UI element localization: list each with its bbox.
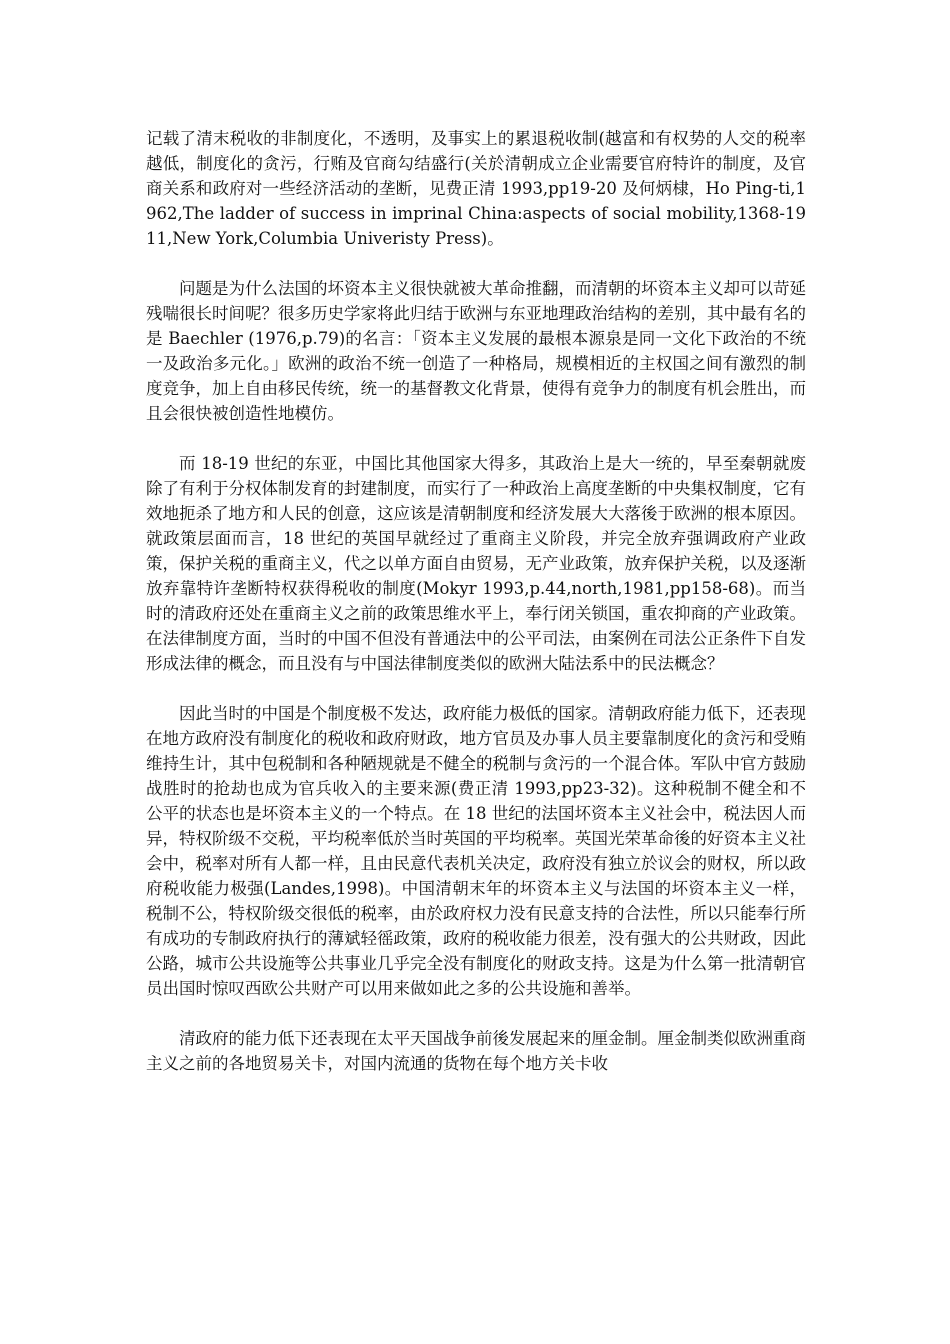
paragraph-5: 清政府的能力低下还表现在太平天国战争前後发展起来的厘金制。厘金制类似欧洲重商主义之前的各地贸易关卡，对国内流通的货物在每个地方关卡收 [146,1029,806,1073]
paragraph-4: 因此当时的中国是个制度极不发达，政府能力极低的国家。清朝政府能力低下，还表现在地方政府没有制度化的税收和政府财政，地方官员及办事人员主要靠制度化的贪污和受贿维持生计，其中包税制和各种陋规就是不健全的税制与贪污的一个混合体。军队中官方鼓励战胜时的抢劫也成为官兵收入的主要来源(费正清 1993,pp23-32)。这种税制不健全和不公平的状态也是坏资本主义的一个特点。在 18 世纪的法国坏资本主义社会中，税法因人而异，特权阶级不交税，平均税率低於当时英国的平均税率。英国光荣革命後的好资本主义社会中，税率对所有人都一样，且由民意代表机关决定，政府没有独立於议会的财权，所以政府税收能力极强(Landes,1998)。中国清朝末年的坏资本主义与法国的坏资本主义一样，税制不公，特权阶级交很低的税率，由於政府权力没有民意支持的合法性，所以只能奉行所有成功的专制政府执行的薄斌轻徭政策，政府的税收能力很差，没有强大的公共财政，因此公路，城市公共设施等公共事业几乎完全没有制度化的财政支持。这是为什么第一批清朝官员出国时惊叹西欧公共财产可以用来做如此之多的公共设施和善举。 [146,704,806,998]
paragraph-1: 记载了清末税收的非制度化，不透明，及事实上的累退税收制(越富和有权势的人交的税率越低，制度化的贪污，行贿及官商勾结盛行(关於清朝成立企业需要官府特许的制度，及官商关系和政府对一些经济活动的垄断，见费正清 1993,pp19-20 及何炳棣，Ho Ping-ti,1962,The ladder of success in imprinal China:aspects of social mobility,1368-1911,New York,Columbia Univeristy Press)。 [146,129,806,248]
paragraph-3: 而 18-19 世纪的东亚，中国比其他国家大得多，其政治上是大一统的，早至秦朝就废除了有利于分权体制发育的封建制度，而实行了一种政治上高度垄断的中央集权制度，它有效地扼杀了地方和人民的创意，这应该是清朝制度和经济发展大大落後于欧洲的根本原因。就政策层面而言，18 世纪的英国早就经过了重商主义阶段，并完全放弃强调政府产业政策，保护关税的重商主义，代之以单方面自由贸易，无产业政策，放弃保护关税，以及逐渐放弃靠特许垄断特权获得税收的制度(Mokyr 1993,p.44,north,1981,pp158-68)。而当时的清政府还处在重商主义之前的政策思维水平上，奉行闭关锁国，重农抑商的产业政策。在法律制度方面，当时的中国不但没有普通法中的公平司法，由案例在司法公正条件下自发形成法律的概念，而且没有与中国法律制度类似的欧洲大陆法系中的民法概念？ [146,454,806,673]
document-page [146,126,806,1101]
paragraph-2: 问题是为什么法国的坏资本主义很快就被大革命推翻，而清朝的坏资本主义却可以苛延残喘很长时间呢？很多历史学家将此归结于欧洲与东亚地理政治结构的差别，其中最有名的是 Baechler (1976,p.79)的名言：「资本主义发展的最根本源泉是同一文化下政治的不统一及政治多元化。」欧洲的政治不统一创造了一种格局，规模相近的主权国之间有激烈的制度竞争，加上自由移民传统，统一的基督教文化背景，使得有竞争力的制度有机会胜出，而且会很快被创造性地模仿。 [146,279,806,423]
